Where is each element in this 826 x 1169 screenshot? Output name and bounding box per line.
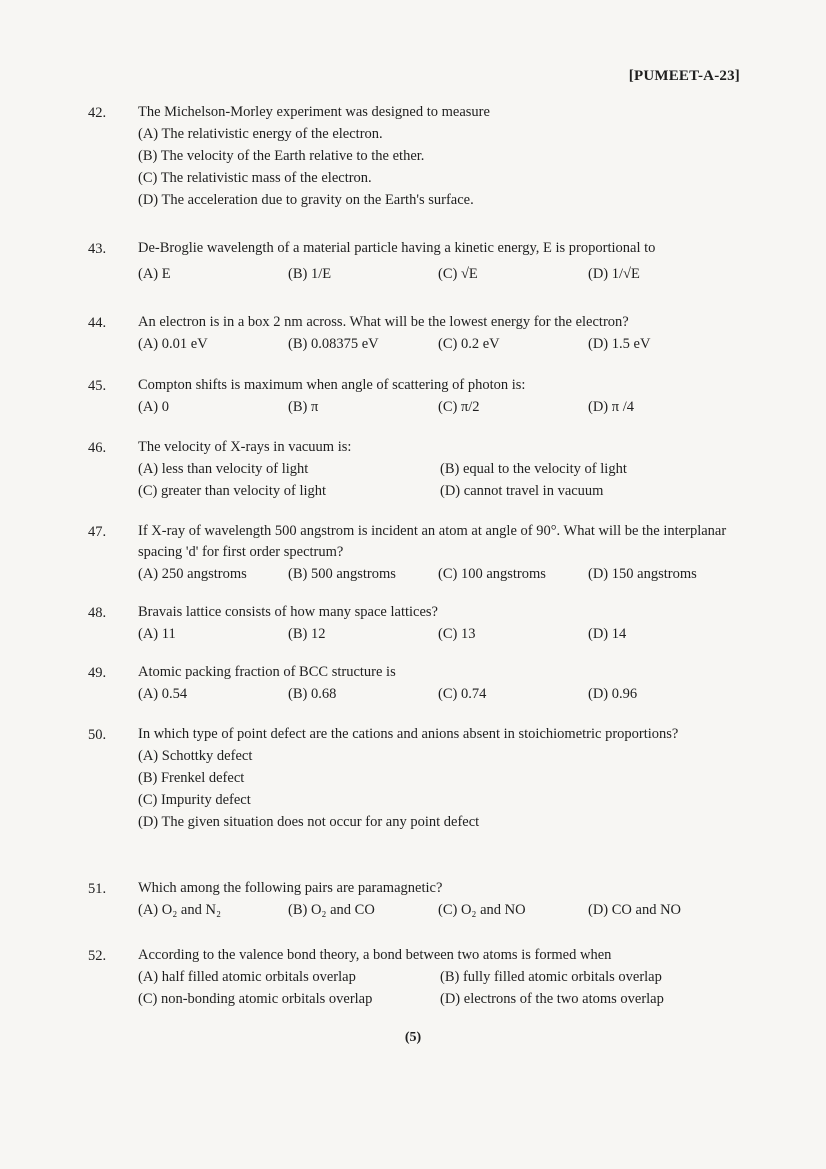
option-c: (C) 0.2 eV (438, 336, 500, 352)
question-number: 44. (88, 315, 107, 331)
option-b: (B) Frenkel defect (138, 770, 245, 786)
option-b: (B) π (288, 399, 319, 415)
option-d: (D) The given situation does not occur for any point defect (138, 814, 480, 830)
option-a: (A) The relativistic energy of the electron. (138, 126, 383, 142)
option-a: (A) 0.54 (138, 686, 188, 702)
option-c: (C) The relativistic mass of the electron. (138, 170, 372, 186)
option-c: (C) 0.74 (438, 686, 487, 702)
question-number: 46. (88, 440, 107, 456)
option-a: (A) 250 angstroms (138, 566, 247, 582)
question-stem: According to the valence bond theory, a bond between two atoms is formed when (138, 947, 612, 963)
question-43 (88, 238, 748, 285)
question-stem: De-Broglie wavelength of a material particle having a kinetic energy, E is proportional to (138, 240, 656, 256)
option-a: (A) less than velocity of light (138, 461, 309, 477)
question-42 (88, 102, 748, 211)
question-number: 49. (88, 665, 107, 681)
option-d: (D) π /4 (588, 399, 634, 415)
option-b: (B) equal to the velocity of light (440, 461, 627, 477)
option-c: (C) Impurity defect (138, 792, 251, 808)
question-stem: The velocity of X-rays in vacuum is: (138, 439, 352, 455)
question-51 (88, 878, 748, 921)
page-number: (5) (404, 1030, 422, 1045)
question-number: 42. (88, 105, 107, 121)
option-d: (D) The acceleration due to gravity on the Earth's surface. (138, 192, 474, 208)
paper-code: [PUMEET-A-23] (628, 68, 740, 84)
question-number: 48. (88, 605, 107, 621)
option-d: (D) cannot travel in vacuum (440, 483, 604, 499)
option-a: (A) 11 (138, 626, 176, 642)
question-number: 43. (88, 241, 107, 257)
option-a: (A) 0.01 eV (138, 336, 208, 352)
question-46 (88, 437, 748, 502)
option-a: (A) half filled atomic orbitals overlap (138, 969, 356, 985)
question-stem: Compton shifts is maximum when angle of scattering of photon is: (138, 377, 526, 393)
question-number: 51. (88, 881, 107, 897)
question-stem: Atomic packing fraction of BCC structure is (138, 664, 396, 680)
option-d: (D) 14 (588, 626, 627, 642)
question-stem: If X-ray of wavelength 500 angstrom is incident an atom at angle of 90°. What will be the interplanar spacing 'd' for first order spectrum? (138, 523, 727, 560)
option-d: (D) 0.96 (588, 686, 638, 702)
option-b: (B) 0.08375 eV (288, 336, 379, 352)
question-50 (88, 724, 748, 833)
option-d: (D) electrons of the two atoms overlap (440, 991, 664, 1007)
question-49 (88, 662, 748, 705)
option-d: (D) CO and NO (588, 902, 682, 918)
question-52 (88, 945, 748, 1010)
question-45 (88, 375, 748, 418)
option-d: (D) 150 angstroms (588, 566, 697, 582)
question-47 (88, 521, 748, 585)
option-c: (C) greater than velocity of light (138, 483, 327, 499)
option-b: (B) 1/E (288, 266, 332, 282)
option-c: (C) non-bonding atomic orbitals overlap (138, 991, 373, 1007)
option-c: (C) π/2 (438, 399, 480, 415)
option-c: (C) 13 (438, 626, 476, 642)
option-a: (A) E (138, 266, 171, 282)
question-stem: The Michelson-Morley experiment was designed to measure (138, 104, 490, 120)
option-b: (B) 0.68 (288, 686, 337, 702)
question-stem: Which among the following pairs are paramagnetic? (138, 880, 443, 896)
option-c: (C) 100 angstroms (438, 566, 546, 582)
question-number: 45. (88, 378, 107, 394)
question-44 (88, 312, 748, 355)
option-b: (B) 12 (288, 626, 326, 642)
option-c: (C) O₂ and NO (438, 902, 526, 918)
question-number: 47. (88, 524, 107, 540)
question-stem: In which type of point defect are the cations and anions absent in stoichiometric proportions? (138, 726, 679, 742)
option-a: (A) 0 (138, 399, 170, 415)
question-number: 50. (88, 727, 107, 743)
option-d: (D) 1/√E (588, 266, 640, 282)
option-b: (B) The velocity of the Earth relative to the ether. (138, 148, 425, 164)
option-b: (B) 500 angstroms (288, 566, 396, 582)
question-48 (88, 602, 748, 645)
question-number: 52. (88, 948, 107, 964)
option-a: (A) O₂ and N₂ (138, 902, 221, 918)
option-a: (A) Schottky defect (138, 748, 253, 764)
option-b: (B) fully filled atomic orbitals overlap (440, 969, 662, 985)
option-c: (C) √E (438, 266, 478, 282)
question-stem: An electron is in a box 2 nm across. What will be the lowest energy for the electron? (138, 314, 629, 330)
option-b: (B) O₂ and CO (288, 902, 375, 918)
question-stem: Bravais lattice consists of how many space lattices? (138, 604, 438, 620)
option-d: (D) 1.5 eV (588, 336, 651, 352)
